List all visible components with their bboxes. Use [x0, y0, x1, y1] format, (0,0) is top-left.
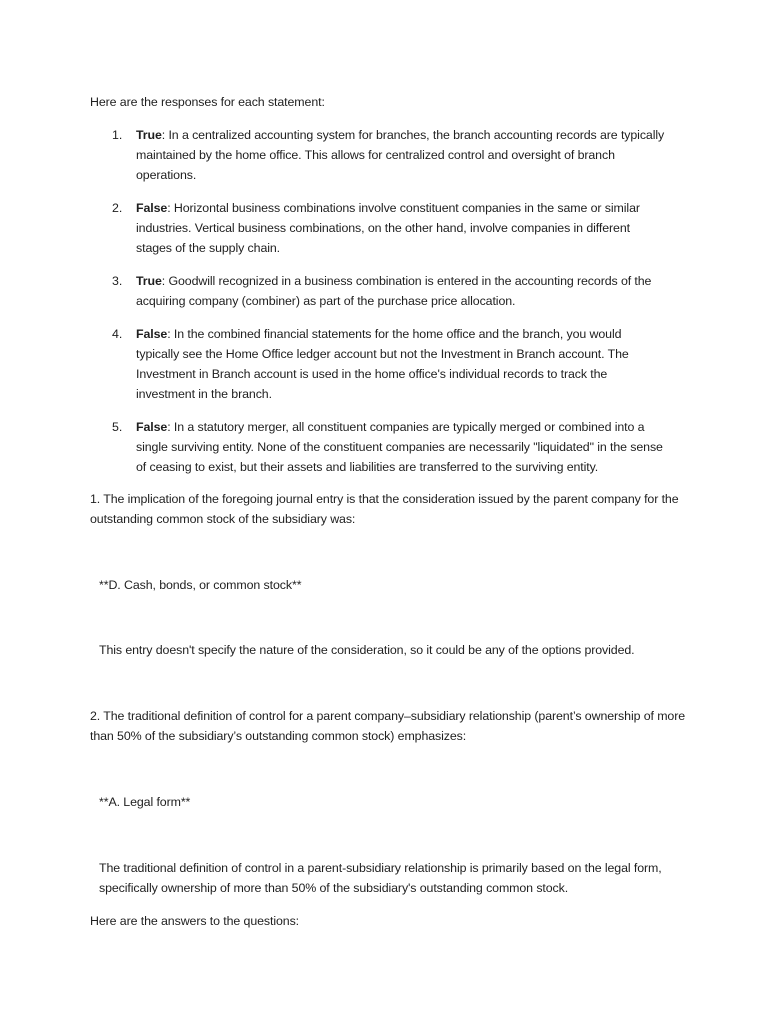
question-2-answer: **A. Legal form** [99, 795, 191, 809]
statement-text: : Goodwill recognized in a business combination is entered in the accounting records of the acquiring company (combiner) as part of the purchase price allocation. [136, 274, 652, 308]
statement-body [136, 324, 666, 404]
statement-body [136, 271, 666, 311]
statement-body [136, 198, 666, 258]
question-1-text: 1. The implication of the foregoing journal entry is that the consideration issued by the parent company for the outstanding common stock of the subsidiary was: [90, 492, 679, 526]
statement-verdict: True [136, 274, 162, 288]
statement-number: 1. [112, 128, 123, 142]
statement-text: : Horizontal business combinations involve constituent companies in the same or similar industries. Vertical business combinations, on the other hand, involve companies in different stages of the supply chain. [136, 201, 640, 255]
outro-text: Here are the answers to the questions: [90, 914, 300, 928]
statement-number: 5. [112, 420, 123, 434]
statement-body [136, 417, 666, 477]
statement-number: 3. [112, 274, 123, 288]
statement-verdict: False [136, 201, 168, 215]
intro-text: Here are the responses for each statement: [90, 95, 325, 109]
statement-verdict: False [136, 327, 168, 341]
statement-verdict: False [136, 420, 168, 434]
question-2-explanation: The traditional definition of control in a parent-subsidiary relationship is primarily based on the legal form, specifically ownership of more than 50% of the subsidiary's outstanding common stock. [99, 861, 662, 895]
statement-body [136, 125, 666, 185]
statement-text: : In a statutory merger, all constituent companies are typically merged or combined into a single surviving entity. None of the constituent companies are necessarily "liquidated" in the sense of ceasing to exist, but their assets and liabilities are transferred to the surviving entity. [136, 420, 663, 474]
statement-text: : In the combined financial statements for the home office and the branch, you would typically see the Home Office ledger account but not the Investment in Branch account. The Investment in Branch account is used in the home office's individual records to track the investment in the branch. [136, 327, 629, 401]
statement-number: 4. [112, 327, 123, 341]
statement-number: 2. [112, 201, 123, 215]
question-1-explanation: This entry doesn't specify the nature of the consideration, so it could be any of the options provided. [99, 643, 635, 657]
question-2-text: 2. The traditional definition of control for a parent company–subsidiary relationship (parent’s ownership of more than 50% of the subsidiary’s outstanding common stock) emphasizes: [90, 709, 686, 743]
statement-text: : In a centralized accounting system for branches, the branch accounting records are typically maintained by the home office. This allows for centralized control and oversight of branch operations. [136, 128, 665, 182]
question-1-answer: **D. Cash, bonds, or common stock** [99, 578, 302, 592]
statement-verdict: True [136, 128, 162, 142]
